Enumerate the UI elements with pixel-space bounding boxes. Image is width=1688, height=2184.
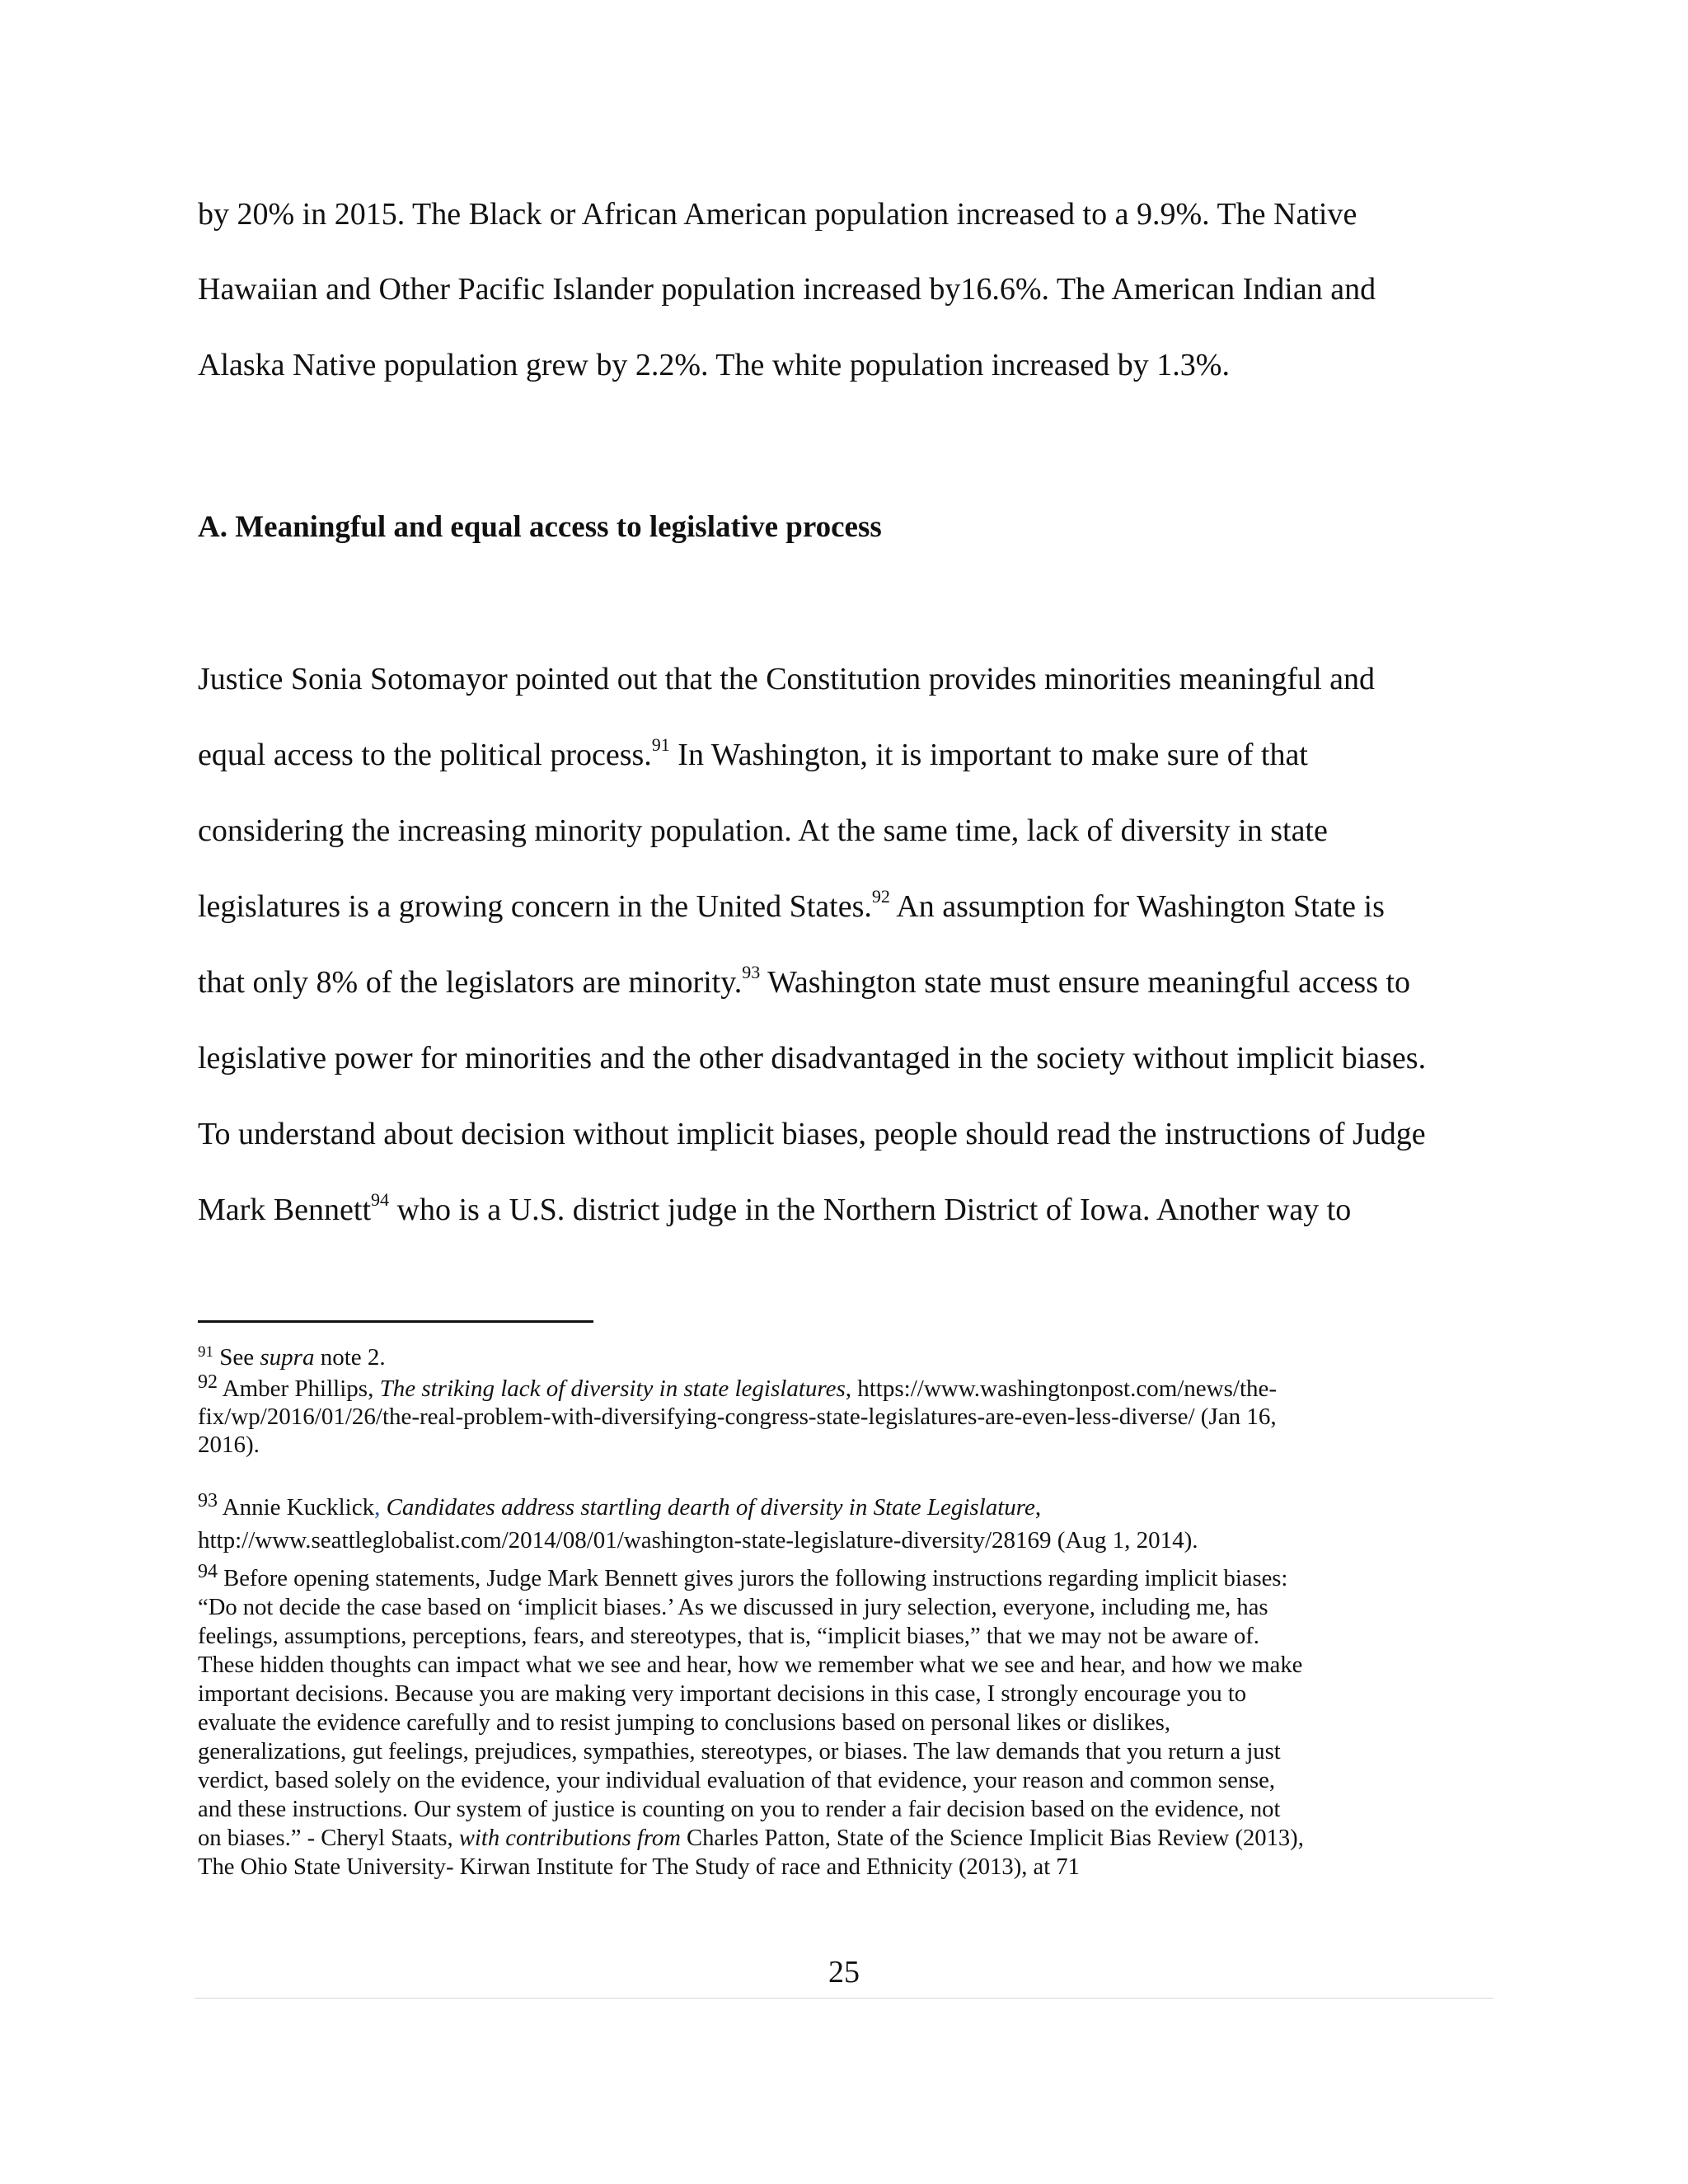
footnote-number: 92: [198, 1371, 218, 1393]
body-text-line: considering the increasing minority population. At the same time, lack of diversity in state: [198, 813, 1328, 848]
footnote-title: The striking lack of diversity in state legislatures: [379, 1376, 846, 1402]
body-text-line: To understand about decision without implicit biases, people should read the instructions of Judge: [198, 1117, 1426, 1151]
footnote-title: Candidates address startling dearth of diversity in State Legislature: [380, 1494, 1035, 1521]
footnote-91: [198, 1343, 1517, 1371]
footnote-92: [198, 1371, 1517, 1459]
body-text: Washington state must ensure meaningful access to: [760, 965, 1411, 1000]
body-text: who is a U.S. district judge in the Northern District of Iowa. Another way to: [389, 1193, 1352, 1227]
footnote-italic: with contributions from: [458, 1825, 681, 1851]
page-number: 25: [828, 1955, 860, 1990]
body-text-line: [198, 963, 1517, 1001]
footnote-text: important decisions. Because you are making very important decisions in this case, I strongly encourage you to: [198, 1681, 1247, 1707]
body-text: legislatures is a growing concern in the United States.: [198, 889, 872, 924]
body-text-line: Alaska Native population grew by 2.2%. The white population increased by 1.3%.: [198, 348, 1230, 382]
section-heading: A. Meaningful and equal access to legislative process: [198, 510, 882, 544]
footnote-italic: supra: [260, 1344, 315, 1371]
footnote-number: 93: [198, 1490, 218, 1511]
footnote-text: 2016).: [198, 1432, 260, 1458]
footnote-text: Before opening statements, Judge Mark Bennett gives jurors the following instructions regarding implicit biases:: [218, 1566, 1288, 1591]
footnote-94: [198, 1561, 1517, 1882]
footnote-ref-91[interactable]: 91: [651, 734, 670, 755]
footnote-text: Amber Phillips,: [218, 1376, 380, 1402]
footnote-url[interactable]: fix/wp/2016/01/26/the-real-problem-with-diversifying-congress-state-legislatures-are-even-less-diverse/ (Jan 16,: [198, 1404, 1277, 1430]
footnote-text: verdict, based solely on the evidence, your individual evaluation of that evidence, your reason and common sense,: [198, 1768, 1275, 1793]
body-text-line: Hawaiian and Other Pacific Islander population increased by16.6%. The American Indian and: [198, 272, 1376, 307]
footnote-text: The Ohio State University- Kirwan Institute for The Study of race and Ethnicity (2013), at 71: [198, 1854, 1080, 1880]
footnote-url[interactable]: , https://www.washingtonpost.com/news/the-: [845, 1376, 1278, 1402]
footnote-number: 91: [198, 1343, 213, 1361]
footnote-url[interactable]: http://www.seattleglobalist.com/2014/08/01/washington-state-legislature-diversity/28169 (Aug 1, 2014).: [198, 1527, 1198, 1554]
body-text: In Washington, it is important to make sure of that: [669, 738, 1308, 772]
footnote-text: These hidden thoughts can impact what we see and hear, how we remember what we see and hear, and how we make: [198, 1652, 1303, 1678]
footnote-text: and these instructions. Our system of justice is counting on you to render a fair decision based on the evidence, not: [198, 1797, 1281, 1822]
footnote-text: Charles Patton, State of the Science Implicit Bias Review (2013),: [680, 1825, 1304, 1851]
footnote-text: Annie Kucklick: [218, 1494, 375, 1521]
body-text-line: Justice Sonia Sotomayor pointed out that the Constitution provides minorities meaningful and: [198, 662, 1376, 696]
body-text-line: [198, 736, 1517, 774]
footnote-number: 94: [198, 1561, 218, 1582]
footnote-text: on biases.” - Cheryl Staats,: [198, 1825, 459, 1851]
body-text-line: [198, 1191, 1517, 1229]
footnote-text: note 2.: [314, 1344, 386, 1371]
body-text-line: [198, 888, 1517, 926]
footnote-ref-92[interactable]: 92: [871, 886, 890, 907]
footnote-text: evaluate the evidence carefully and to resist jumping to conclusions based on personal likes or dislikes,: [198, 1710, 1170, 1736]
footnote-text: ,: [1034, 1494, 1042, 1521]
footnote-ref-93[interactable]: 93: [742, 962, 761, 982]
footnote-text: See: [213, 1344, 260, 1371]
page-bottom-divider: [195, 1998, 1493, 1999]
body-text: equal access to the political process.: [198, 738, 652, 772]
footnote-ref-94[interactable]: 94: [371, 1189, 390, 1210]
body-text: that only 8% of the legislators are minority.: [198, 965, 743, 1000]
body-text: An assumption for Washington State is: [889, 889, 1385, 924]
footnote-text: generalizations, gut feelings, prejudices, sympathies, stereotypes, or biases. The law demands that you return a just: [198, 1739, 1281, 1765]
footnote-text: feelings, assumptions, perceptions, fears, and stereotypes, that is, “implicit biases,” that we may not be aware of.: [198, 1624, 1259, 1649]
footnote-link[interactable]: ,: [374, 1494, 381, 1521]
footnote-separator: [198, 1320, 593, 1323]
footnote-93: [198, 1490, 1517, 1554]
body-text-line: by 20% in 2015. The Black or African American population increased to a 9.9%. The Native: [198, 197, 1357, 232]
body-text: Mark Bennett: [198, 1193, 372, 1227]
body-text-line: legislative power for minorities and the other disadvantaged in the society without implicit biases.: [198, 1041, 1427, 1076]
footnote-text: “Do not decide the case based on ‘implicit biases.’ As we discussed in jury selection, everyone, including me, has: [198, 1595, 1268, 1620]
